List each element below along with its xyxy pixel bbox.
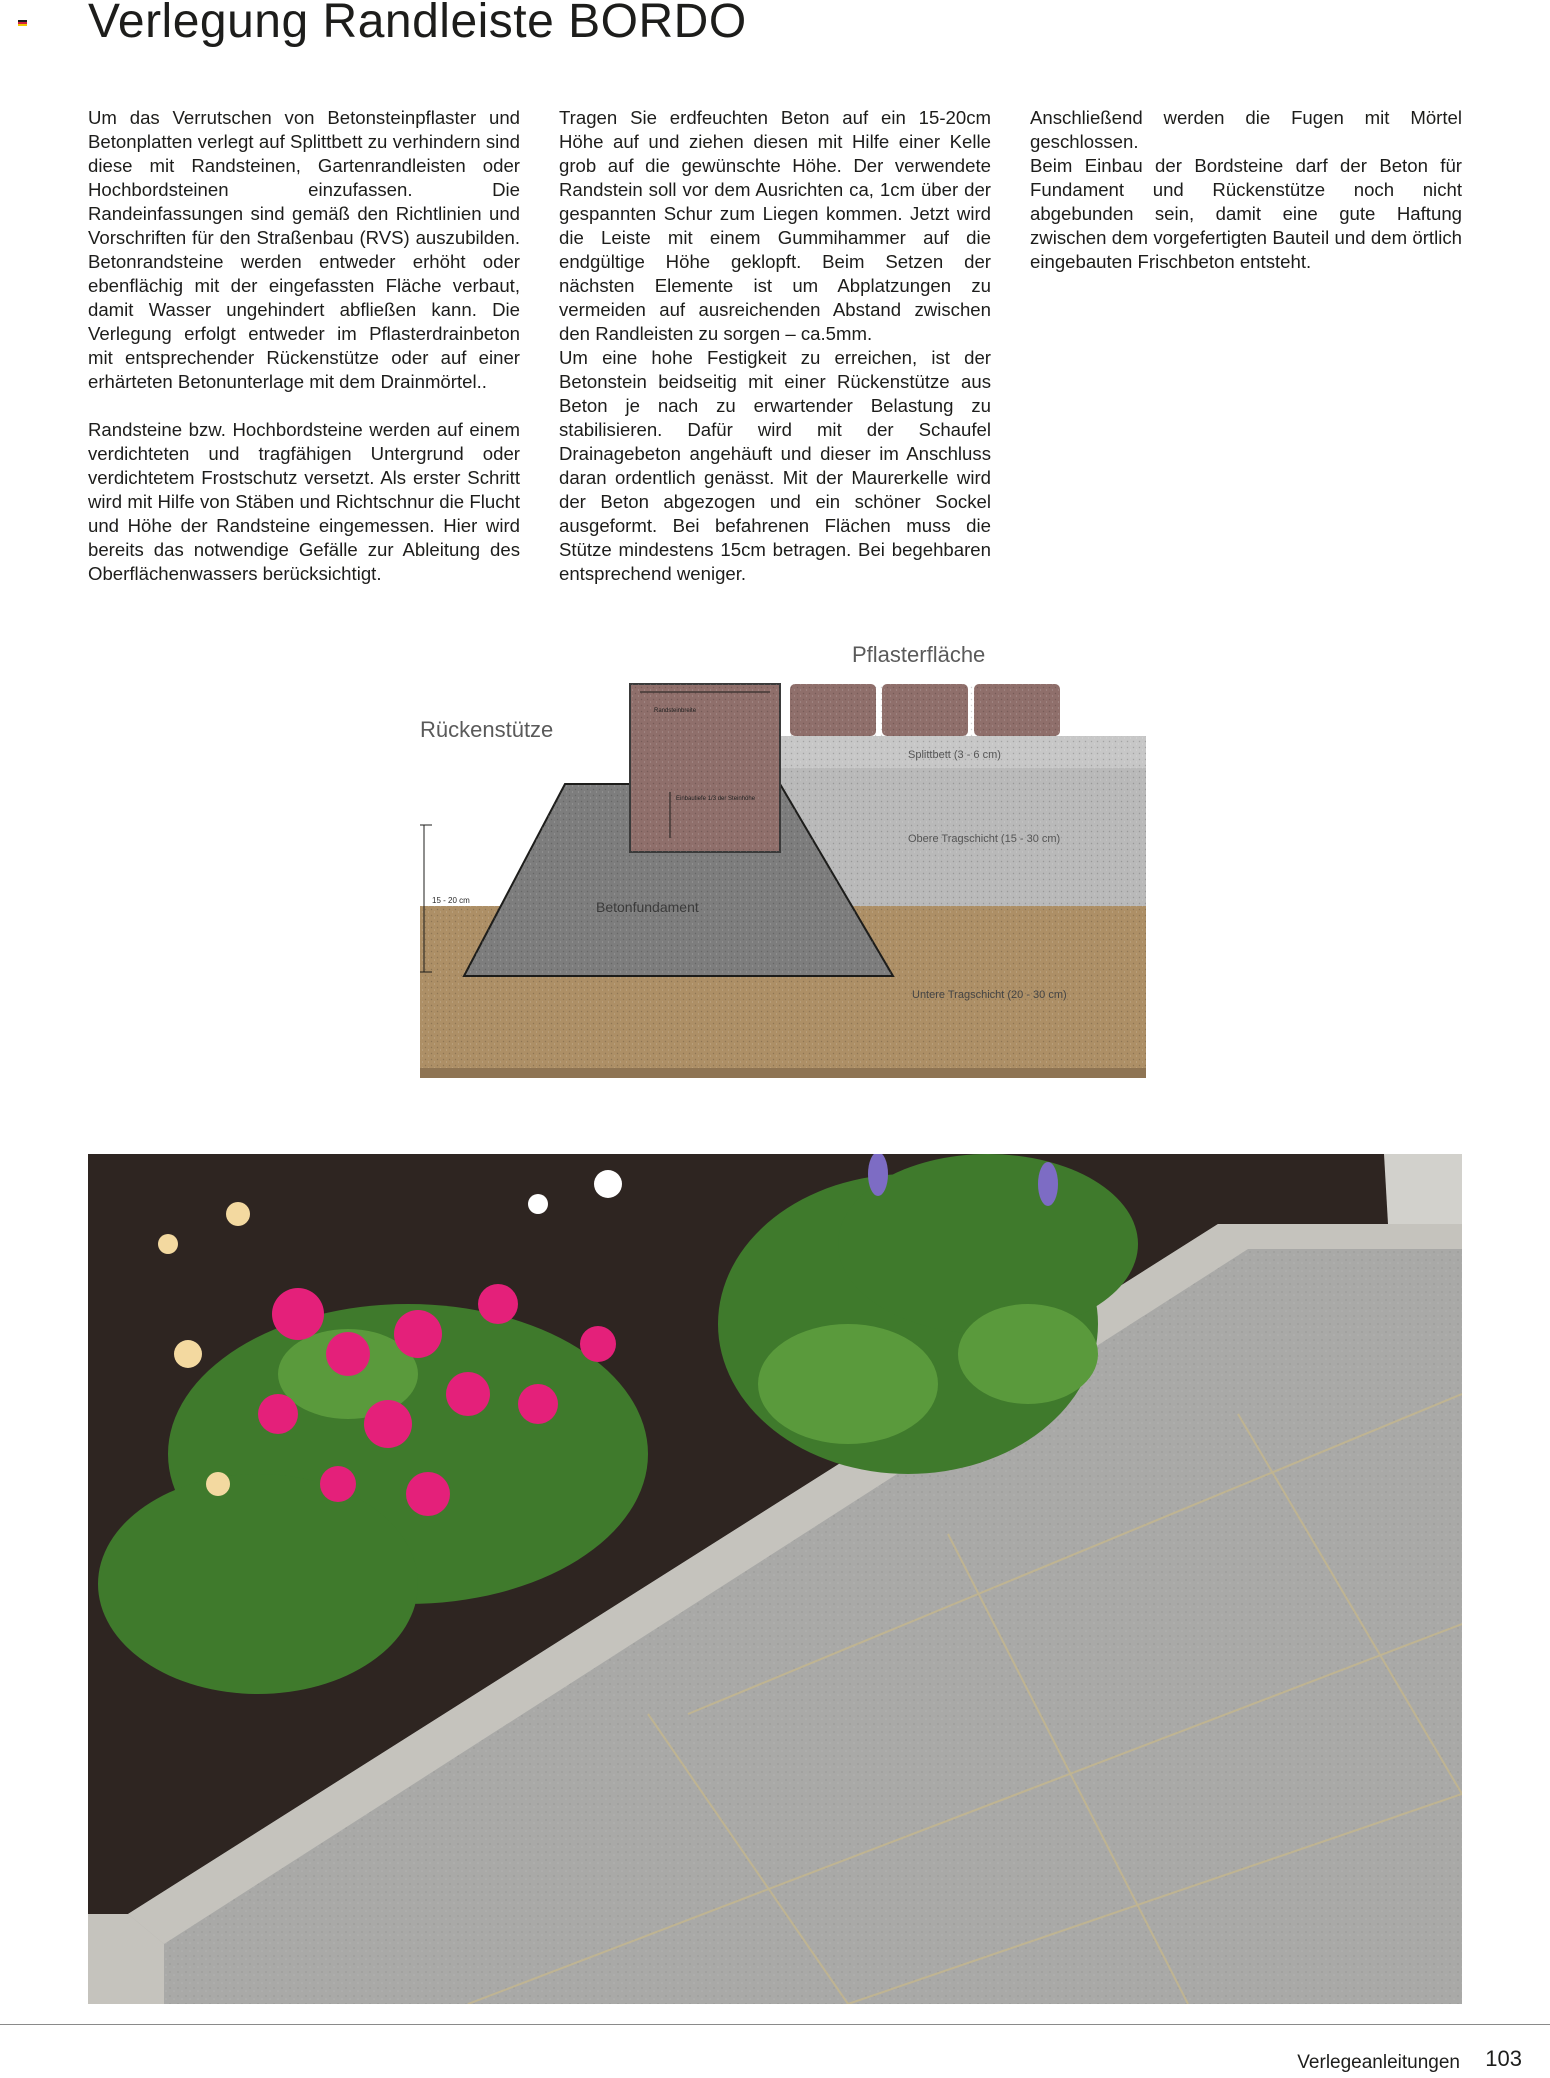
paragraph: Anschließend werden die Fugen mit Mörtel geschlossen. — [1030, 107, 1462, 152]
paragraph: Um das Verrutschen von Betonsteinpflaster und Betonplatten verlegt auf Splittbett zu verhindern sind diese mit Randsteinen, Gartenrandleisten oder Hochbordsteinen einzufassen. Die Randeinfassungen sind gemäß den Richtlinien und Vorschriften für den Straßenbau (RVS) auszubilden. Betonrandsteine werden entweder erhöht oder ebenflächig mit der eingefassten Fläche verbaut, damit Wasser ungehindert abfließen kann. Die Verlegung erfolgt entweder im Pflasterdrainbeton mit entsprechender Rückenstütze oder auf einer erhärteten Betonunterlage mit dem Drainmörtel.. — [88, 107, 520, 392]
splitt-label: Splittbett (3 - 6 cm) — [908, 749, 1001, 761]
upper-layer-label: Obere Tragschicht (15 - 30 cm) — [908, 833, 1061, 845]
text-column-3 — [1030, 106, 1462, 274]
paragraph: Beim Einbau der Bordsteine darf der Beton für Fundament und Rückenstütze noch nicht abgebunden sein, damit eine gute Haftung zwischen dem vorgefertigten Bauteil und dem örtlich eingebauten Frischbeton entsteht. — [1030, 155, 1462, 272]
ruecken-label: Rückenstütze — [420, 717, 554, 742]
page-number: 103 — [1485, 2046, 1522, 2071]
stone-depth-label: Einbautiefe 1/3 der Steinhöhe — [676, 796, 756, 802]
paragraph: Um eine hohe Festigkeit zu erreichen, ist der Betonstein beidseitig mit einer Rückenstütze aus Beton je nach zu erwartender Belastung zu stabilisieren. Dafür wird mit der Schaufel Drainagebeton angehäuft und dieser im Anschluss daran ordentlich genässt. Mit der Maurerkelle wird der Beton abgezogen und ein schöner Sockel ausgeformt. Bei befahrenen Flächen muss die Stütze mindestens 15cm betragen. Bei begehbaren entsprechend weniger. — [559, 347, 991, 584]
stone-width-label: Randsteinbreite — [654, 708, 697, 714]
footer-divider — [0, 2024, 1550, 2025]
foundation-label: Betonfundament — [596, 899, 699, 915]
flag-stripe-gold — [18, 24, 27, 26]
pflaster-label: Pflasterfläche — [852, 642, 986, 667]
language-flag-icon[interactable] — [18, 20, 27, 26]
page-title: Verlegung Randleiste BORDO — [88, 0, 747, 48]
paragraph: Tragen Sie erdfeuchten Beton auf ein 15-20cm Höhe auf und ziehen diesen mit Hilfe einer Kelle grob auf die gewünschte Höhe. Der verwendete Randstein soll vor dem Ausrichten ca, 1cm über der gespannten Schur zum Liegen kommen. Jetzt wird die Leiste mit einem Gummihammer auf die endgültige Höhe geklopft. Beim Setzen der nächsten Elemente ist um Abplatzungen zu vermeiden auf ausreichenden Abstand zwischen den Randleisten zu sorgen – ca.5mm. — [559, 107, 991, 344]
height-label: 15 - 20 cm — [432, 896, 470, 905]
text-column-1 — [88, 106, 520, 586]
cross-section-diagram — [418, 620, 1148, 1098]
footer-section-label: Verlegeanleitungen — [1297, 2052, 1460, 2073]
garden-edging-photo — [88, 1154, 1462, 2004]
paragraph: Randsteine bzw. Hochbordsteine werden auf einem verdichteten und tragfähigen Untergrund oder verdichtetem Frostschutz versetzt. Als erster Schritt wird mit Hilfe von Stäben und Richtschnur die Flucht und Höhe der Randsteine eingemessen. Hier wird bereits das notwendige Gefälle zur Ableitung des Oberflächenwassers berücksichtigt. — [88, 419, 520, 584]
lower-layer-label: Untere Tragschicht (20 - 30 cm) — [912, 989, 1067, 1001]
text-column-2 — [559, 106, 991, 586]
